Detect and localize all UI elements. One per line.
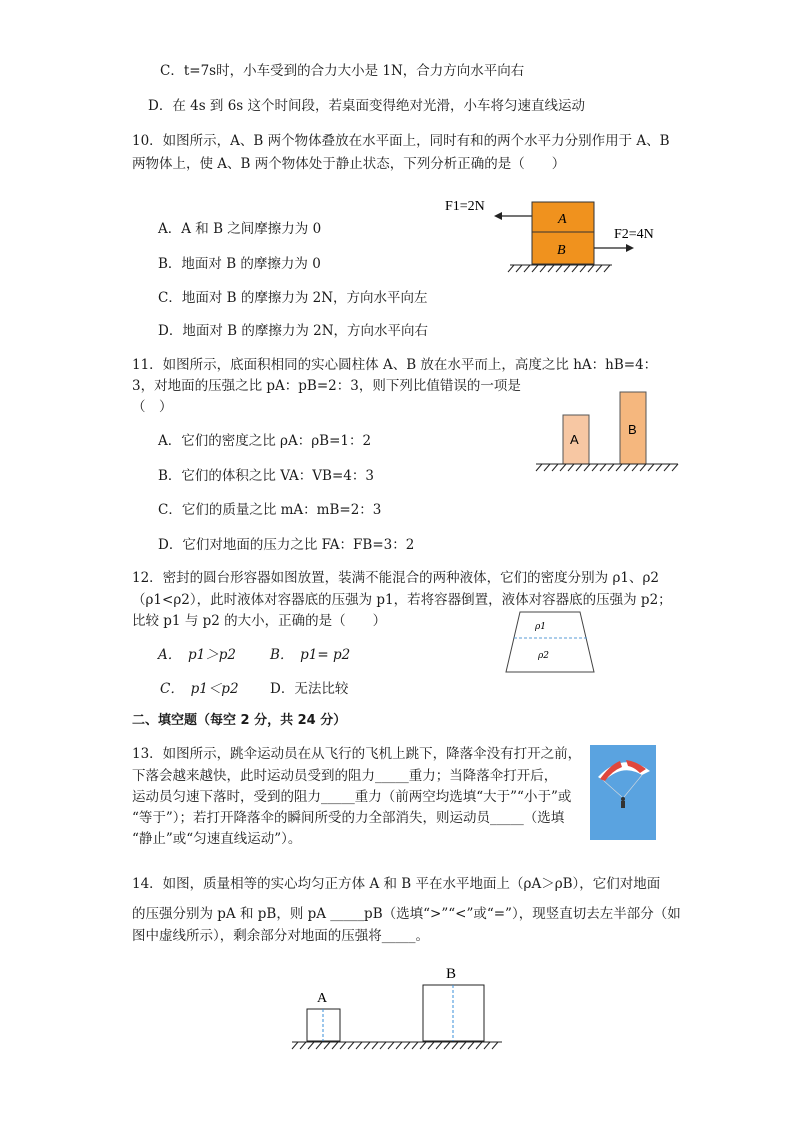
parachute-image	[590, 745, 656, 840]
cube-b-label: B	[446, 966, 457, 982]
q13-line3: 运动员匀速下落时，受到的阻力_____重力（前两空均选填“大于”“小于”或	[132, 789, 572, 805]
rho1-label: ρ1	[535, 622, 547, 632]
cylinder-a-label: A	[570, 432, 579, 447]
q11-stem-line1: 11．如图所示，底面积相同的实心圆柱体 A、B 放在水平而上，高度之比 hA：hB=4：	[132, 357, 658, 373]
section-title: 二、填空题（每空 2 分，共 24 分）	[132, 713, 347, 728]
q11-stem-line2: 3，对地面的压强之比 pA：pB=2：3，则下列比值错误的一项是	[132, 378, 521, 394]
q12-stem-line1: 12．密封的圆台形容器如图放置，装满不能混合的两种液体，它们的密度分别为 ρ1、ρ2	[132, 570, 660, 586]
q12-option-d: D．无法比较	[270, 681, 349, 697]
q11-option-c: C．它们的质量之比 mA：mB=2：3	[158, 502, 382, 518]
q10-figure	[440, 190, 680, 280]
f2-label: F2=4N	[614, 227, 654, 242]
q10-option-a: A．A 和 B 之间摩擦力为 0	[158, 221, 322, 237]
q9-option-d: D．在 4s 到 6s 这个时间段，若桌面变得绝对光滑，小车将匀速直线运动	[148, 98, 586, 114]
ground-hatch	[292, 1042, 502, 1049]
f2-arrowhead	[626, 244, 634, 252]
q14-line3: 图中虚线所示），剩余部分对地面的压强将_____。	[132, 928, 429, 944]
q14-line2: 的压强分别为 pA 和 pB，则 pA _____pB（选填“>”“<”或“=”），现竖直切去左半部分（如	[132, 906, 681, 922]
rho2-label: ρ2	[538, 651, 550, 661]
q11-option-b: B．它们的体积之比 VA：VB=4：3	[158, 468, 374, 484]
q13-line2: 下落会越来越快，此时运动员受到的阻力_____重力；当降落伞打开后，	[132, 768, 558, 784]
q13-line5: “静止”或“匀速直线运动”）。	[132, 831, 302, 847]
frustum-container	[506, 612, 594, 672]
q10-option-c: C．地面对 B 的摩擦力为 2N，方向水平向左	[158, 290, 428, 306]
q14-line1: 14．如图，质量相等的实心均匀正方体 A 和 B 平在水平地面上（ρA＞ρB），它们对地面	[132, 876, 661, 892]
q11-option-d: D．它们对地面的压力之比 FA：FB=3：2	[158, 537, 415, 553]
block-a-label: A	[558, 212, 567, 227]
q13-line4: “等于”）；若打开降落伞的瞬间所受的力全部消失，则运动员_____（选填	[132, 810, 565, 826]
block-b-label: B	[557, 243, 566, 258]
q12-option-c: C． p1＜p2	[160, 681, 239, 697]
q11-option-a: A．它们的密度之比 ρA：ρB=1：2	[158, 433, 372, 449]
sky-background	[590, 745, 656, 840]
cube-a-label: A	[317, 991, 328, 1006]
skydiver	[621, 797, 625, 801]
q12-stem-line3: 比较 p1 与 p2 的大小，正确的是（ ）	[132, 613, 387, 629]
q10-stem-line1: 10．如图所示，A、B 两个物体叠放在水平面上，同时有和的两个水平力分别作用于 A、B	[132, 133, 670, 149]
ground-hatch	[536, 464, 678, 471]
q12-stem-line2: （ρ1<ρ2），此时液体对容器底的压强为 p1，若将容器倒置，液体对容器底的压强为 p2；	[132, 592, 672, 608]
q12-container-figure	[500, 606, 610, 678]
f1-label: F1=2N	[445, 199, 485, 214]
f1-arrowhead	[494, 212, 502, 220]
q11-figure	[532, 388, 682, 473]
q10-stem-line2: 两物体上，使 A、B 两个物体处于静止状态，下列分析正确的是（ ）	[132, 156, 566, 172]
q9-option-c: C．t=7s时，小车受到的合力大小是 1N，合力方向水平向右	[160, 63, 525, 79]
q10-option-d: D．地面对 B 的摩擦力为 2N，方向水平向右	[158, 323, 429, 339]
q12-option-a: A． p1＞p2	[158, 647, 236, 663]
ground-hatch	[508, 265, 612, 272]
q14-figure	[288, 962, 508, 1054]
cylinder-b-label: B	[628, 422, 637, 437]
q10-option-b: B．地面对 B 的摩擦力为 0	[158, 256, 321, 272]
q11-stem-line3: （ ）	[132, 399, 173, 415]
q13-line1: 13．如图所示，跳伞运动员在从飞行的飞机上跳下，降落伞没有打开之前，	[132, 746, 582, 762]
q12-option-b: B． p1= p2	[270, 647, 351, 663]
